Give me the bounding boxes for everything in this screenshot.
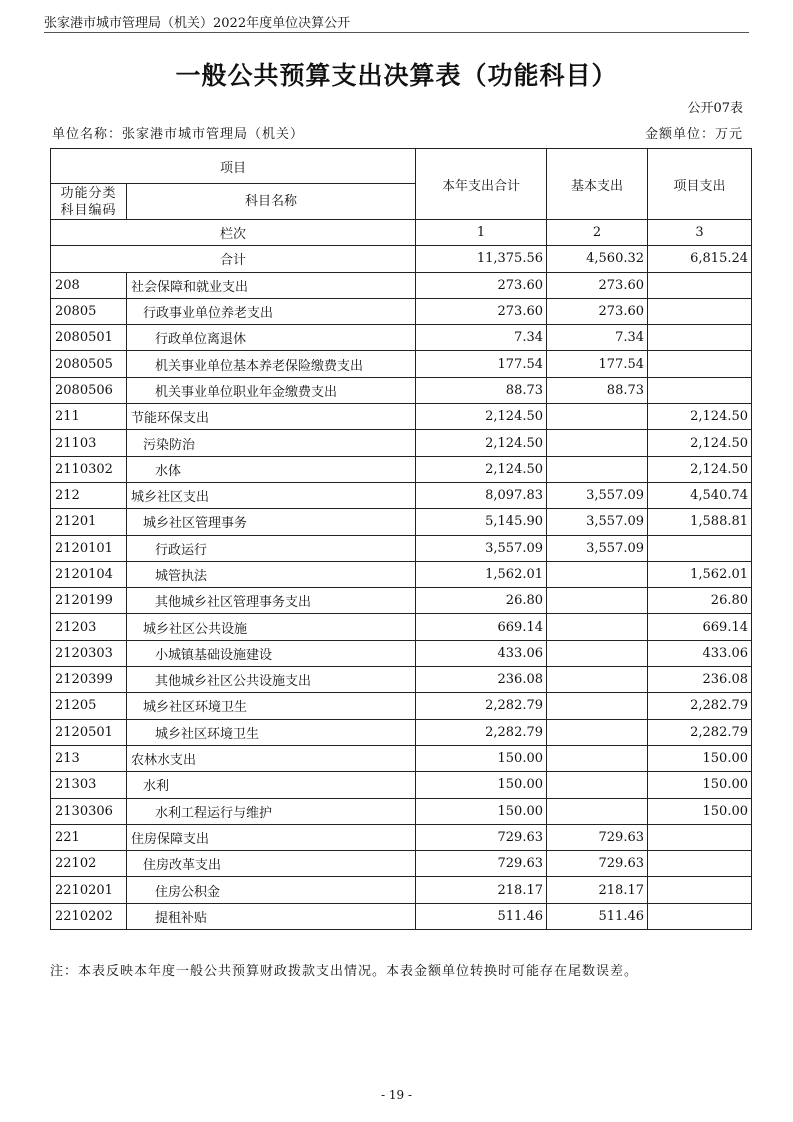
name-cell: 其他城乡社区公共设施支出 [127,667,416,693]
name-cell: 城乡社区环境卫生 [127,693,416,719]
code-cell: 208 [51,272,127,298]
sum-label: 合计 [51,246,416,272]
header-code: 功能分类科目编码 [51,184,127,220]
total-cell: 273.60 [416,272,547,298]
name-cell: 城乡社区管理事务 [127,509,416,535]
total-cell: 5,145.90 [416,509,547,535]
table-row [51,719,752,745]
code-cell: 22102 [51,851,127,877]
column-label: 栏次 [51,220,416,246]
table-row [51,351,752,377]
total-cell: 511.46 [416,903,547,929]
table-row [51,404,752,430]
table-row [51,325,752,351]
project-cell: 2,282.79 [648,693,752,719]
basic-cell: 88.73 [547,377,648,403]
money-unit: 金额单位：万元 [644,127,743,142]
basic-cell: 729.63 [547,824,648,850]
basic-cell [547,430,648,456]
table-row [51,456,752,482]
project-cell: 2,124.50 [648,430,752,456]
code-cell: 212 [51,482,127,508]
project-cell: 433.06 [648,640,752,666]
code-cell: 2210201 [51,877,127,903]
code-cell: 2120303 [51,640,127,666]
name-cell: 城乡社区支出 [127,482,416,508]
column-2: 2 [547,220,648,246]
column-3: 3 [648,220,752,246]
table-row [51,798,752,824]
name-cell: 其他城乡社区管理事务支出 [127,588,416,614]
sum-total: 11,375.56 [416,246,547,272]
basic-cell: 273.60 [547,298,648,324]
project-cell: 2,124.50 [648,456,752,482]
project-cell [648,272,752,298]
total-cell: 177.54 [416,351,547,377]
basic-cell [547,667,648,693]
basic-cell [547,614,648,640]
table-row [51,851,752,877]
code-cell: 21201 [51,509,127,535]
total-cell: 2,124.50 [416,456,547,482]
table-row [51,903,752,929]
basic-cell: 7.34 [547,325,648,351]
code-cell: 2130306 [51,798,127,824]
table-row [51,272,752,298]
code-cell: 211 [51,404,127,430]
code-cell: 2210202 [51,903,127,929]
project-cell [648,851,752,877]
name-cell: 住房保障支出 [127,824,416,850]
project-cell: 150.00 [648,798,752,824]
header-row [51,149,752,184]
code-cell: 2120199 [51,588,127,614]
table-row [51,693,752,719]
basic-cell [547,404,648,430]
total-cell: 2,282.79 [416,719,547,745]
table-row [51,667,752,693]
name-cell: 机关事业单位职业年金缴费支出 [127,377,416,403]
total-cell: 729.63 [416,824,547,850]
project-cell [648,877,752,903]
name-cell: 行政运行 [127,535,416,561]
running-header: 张家港市城市管理局（机关）2022年度单位决算公开 [44,16,351,31]
project-cell [648,377,752,403]
code-cell: 221 [51,824,127,850]
total-cell: 273.60 [416,298,547,324]
project-cell: 26.80 [648,588,752,614]
name-cell: 机关事业单位基本养老保险缴费支出 [127,351,416,377]
name-cell: 农林水支出 [127,745,416,771]
header-name: 科目名称 [127,184,416,220]
code-cell: 2120104 [51,561,127,587]
code-cell: 20805 [51,298,127,324]
basic-cell: 3,557.09 [547,535,648,561]
name-cell: 城管执法 [127,561,416,587]
header-basic: 基本支出 [547,149,648,220]
basic-cell [547,561,648,587]
project-cell: 150.00 [648,745,752,771]
basic-cell [547,745,648,771]
code-cell: 2080505 [51,351,127,377]
project-cell: 1,562.01 [648,561,752,587]
name-cell: 城乡社区公共设施 [127,614,416,640]
total-cell: 218.17 [416,877,547,903]
code-cell: 2120501 [51,719,127,745]
header-total: 本年支出合计 [416,149,547,220]
table-row [51,377,752,403]
total-cell: 150.00 [416,745,547,771]
sum-basic: 4,560.32 [547,246,648,272]
code-cell: 213 [51,745,127,771]
table-row [51,640,752,666]
table-row [51,745,752,771]
column-number-row [51,220,752,246]
table-row [51,430,752,456]
total-cell: 8,097.83 [416,482,547,508]
total-cell: 669.14 [416,614,547,640]
total-cell: 1,562.01 [416,561,547,587]
name-cell: 小城镇基础设施建设 [127,640,416,666]
code-cell: 21203 [51,614,127,640]
name-cell: 住房改革支出 [127,851,416,877]
project-cell: 150.00 [648,772,752,798]
total-cell: 236.08 [416,667,547,693]
basic-cell: 3,557.09 [547,482,648,508]
name-cell: 水利 [127,772,416,798]
project-cell: 4,540.74 [648,482,752,508]
table-row [51,877,752,903]
page-title: 一般公共预算支出决算表（功能科目） [175,61,618,90]
total-cell: 2,282.79 [416,693,547,719]
header-divider [44,32,749,33]
expenditure-table [50,148,752,930]
project-cell [648,298,752,324]
code-cell: 2120399 [51,667,127,693]
total-cell: 3,557.09 [416,535,547,561]
basic-cell [547,719,648,745]
total-cell: 26.80 [416,588,547,614]
table-row [51,588,752,614]
name-cell: 住房公积金 [127,877,416,903]
name-cell: 水体 [127,456,416,482]
basic-cell: 177.54 [547,351,648,377]
project-cell: 2,124.50 [648,404,752,430]
header-item: 项目 [51,149,416,184]
header-project: 项目支出 [648,149,752,220]
code-cell: 21103 [51,430,127,456]
footnote: 注：本表反映本年度一般公共预算财政拨款支出情况。本表金额单位转换时可能存在尾数误差。 [50,964,639,979]
total-cell: 729.63 [416,851,547,877]
total-cell: 7.34 [416,325,547,351]
name-cell: 行政事业单位养老支出 [127,298,416,324]
basic-cell: 729.63 [547,851,648,877]
name-cell: 提租补贴 [127,903,416,929]
name-cell: 污染防治 [127,430,416,456]
project-cell [648,535,752,561]
basic-cell [547,640,648,666]
table-row [51,509,752,535]
page-number: - 19 - [380,1088,412,1102]
form-number: 公开07表 [687,101,743,116]
basic-cell [547,693,648,719]
project-cell [648,903,752,929]
total-cell: 2,124.50 [416,404,547,430]
project-cell: 1,588.81 [648,509,752,535]
project-cell [648,824,752,850]
table-row [51,614,752,640]
name-cell: 行政单位离退休 [127,325,416,351]
total-cell: 2,124.50 [416,430,547,456]
sum-row [51,246,752,272]
name-cell: 节能环保支出 [127,404,416,430]
code-cell: 2110302 [51,456,127,482]
table-row [51,772,752,798]
basic-cell: 511.46 [547,903,648,929]
name-cell: 水利工程运行与维护 [127,798,416,824]
code-cell: 2080506 [51,377,127,403]
code-cell: 2120101 [51,535,127,561]
sum-project: 6,815.24 [648,246,752,272]
project-cell: 236.08 [648,667,752,693]
table-row [51,561,752,587]
table-row [51,298,752,324]
basic-cell [547,798,648,824]
total-cell: 150.00 [416,798,547,824]
name-cell: 社会保障和就业支出 [127,272,416,298]
name-cell: 城乡社区环境卫生 [127,719,416,745]
project-cell [648,325,752,351]
table-row [51,482,752,508]
basic-cell [547,588,648,614]
project-cell: 2,282.79 [648,719,752,745]
total-cell: 433.06 [416,640,547,666]
code-cell: 21205 [51,693,127,719]
basic-cell: 218.17 [547,877,648,903]
code-cell: 2080501 [51,325,127,351]
basic-cell [547,772,648,798]
column-1: 1 [416,220,547,246]
unit-name: 单位名称：张家港市城市管理局（机关） [52,127,305,142]
basic-cell: 273.60 [547,272,648,298]
project-cell [648,351,752,377]
table-row [51,824,752,850]
project-cell: 669.14 [648,614,752,640]
basic-cell [547,456,648,482]
basic-cell: 3,557.09 [547,509,648,535]
total-cell: 88.73 [416,377,547,403]
total-cell: 150.00 [416,772,547,798]
code-cell: 21303 [51,772,127,798]
table-row [51,535,752,561]
